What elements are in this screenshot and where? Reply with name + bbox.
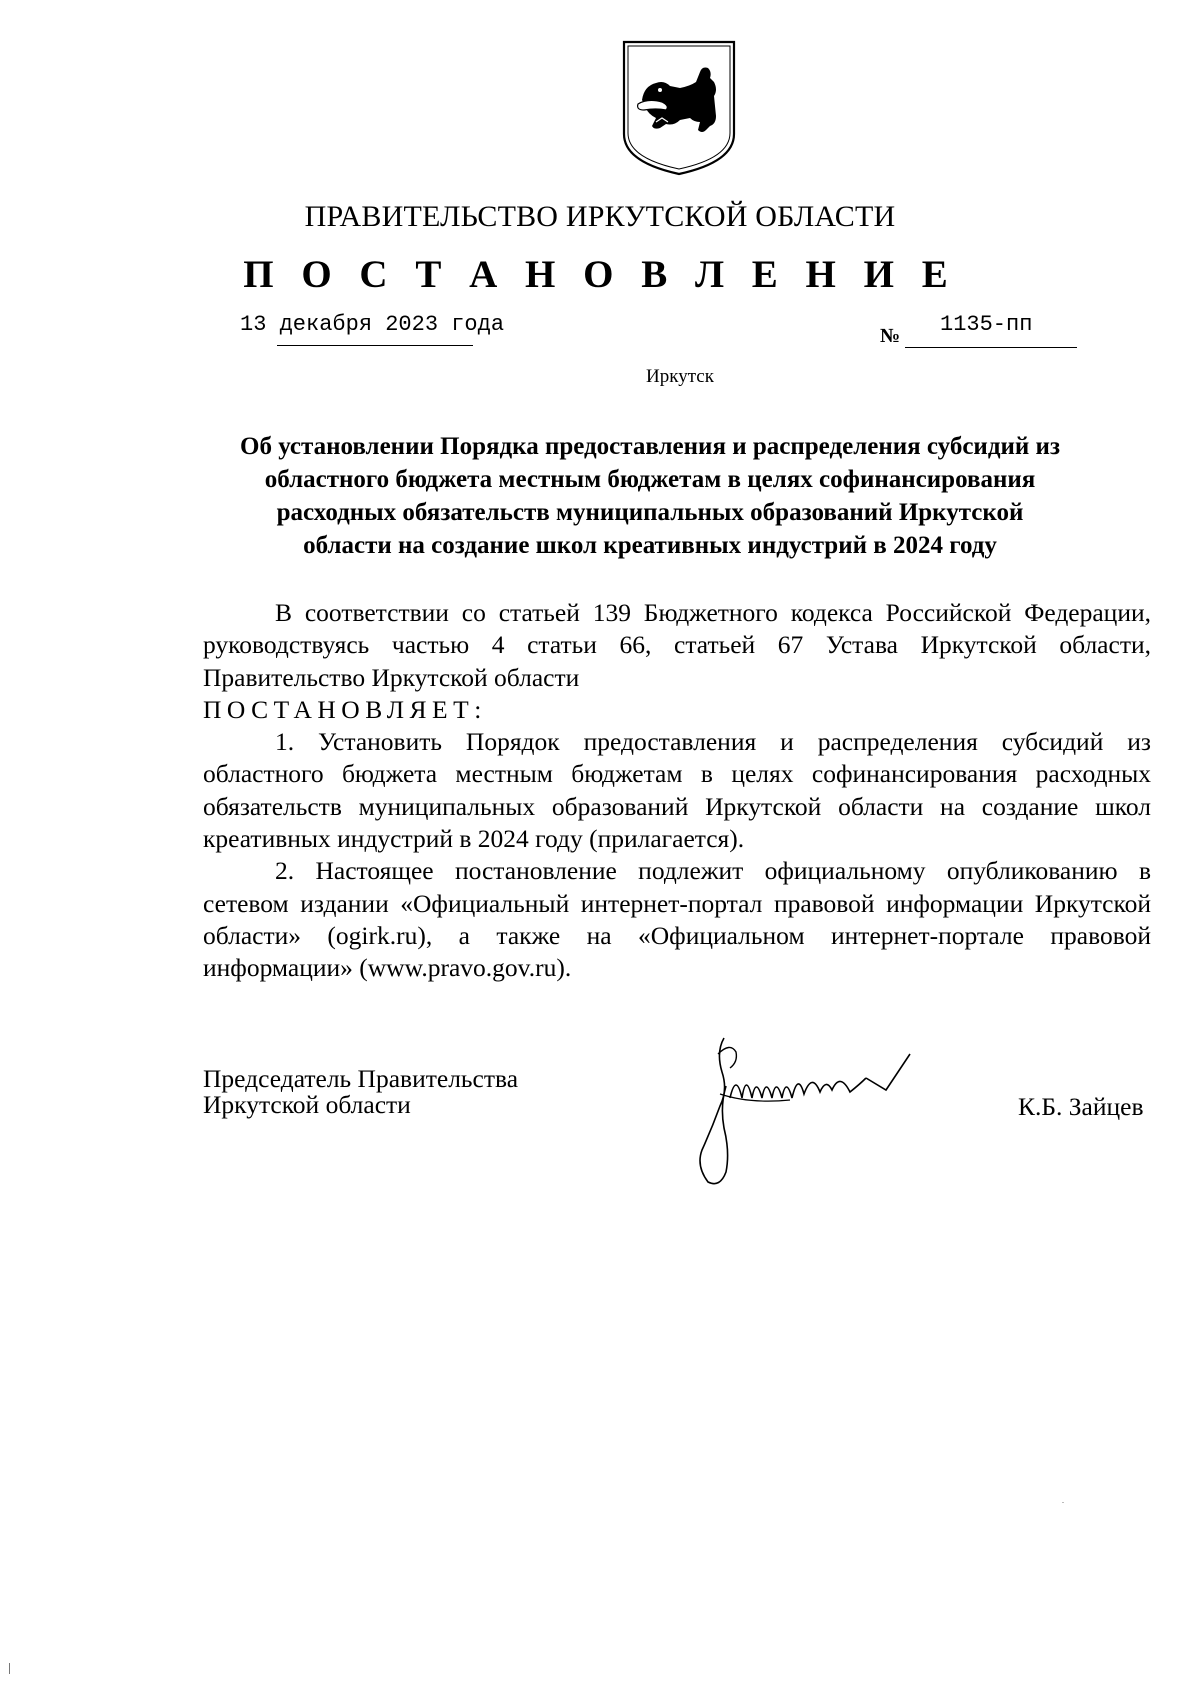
- document-number: 1135-пп: [940, 312, 1033, 337]
- coat-of-arms-icon: [620, 38, 738, 178]
- subject-line: расходных обязательств муниципальных образований Иркутской: [276, 499, 1024, 526]
- preamble-paragraph: В соответствии со статьей 139 Бюджетного кодекса Российской Федерации, руководствуясь частью 4 статьи 66, статьей 67 Устава Иркутской области, Правительство Иркутской области: [203, 598, 1151, 692]
- number-underline: [905, 347, 1077, 348]
- subject-line: областного бюджета местным бюджетам в целях софинансирования: [264, 466, 1036, 493]
- document-date: 13 декабря 2023 года: [240, 312, 505, 337]
- signer-name: К.Б. Зайцев: [1018, 1092, 1144, 1121]
- number-label: №: [880, 325, 901, 347]
- city-of-issue: Иркутск: [646, 366, 714, 387]
- subject-line: области на создание школ креативных индустрий в 2024 году: [303, 532, 997, 559]
- signer-title-line: Иркутской области: [203, 1090, 411, 1119]
- clause-2: 2. Настоящее постановление подлежит официальному опубликованию в сетевом издании «Официальный интернет-портал правовой информации Иркутской области» (ogirk.ru), а также на «Официальном интернет-портале правовой информации» (www.pravo.gov.ru).: [203, 856, 1151, 983]
- clause-1: 1. Установить Порядок предоставления и распределения субсидий из областного бюджета местным бюджетам в целях софинансирования расходных обязательств муниципальных образований Иркутской области на создание школ креативных индустрий в 2024 году (прилагается).: [203, 727, 1151, 854]
- handwritten-signature: [690, 1032, 930, 1188]
- scan-speck: [1062, 1502, 1064, 1503]
- resolve-word: ПОСТАНОВЛЯЕТ:: [203, 694, 487, 724]
- document-type-heading: П О С Т А Н О В Л Е Н И Е: [243, 253, 957, 296]
- signer-title-line: Председатель Правительства: [203, 1064, 519, 1093]
- scan-speck: [9, 1663, 10, 1674]
- subject-line: Об установлении Порядка предоставления и распределения субсидий из: [240, 433, 1060, 460]
- date-underline: [277, 345, 473, 346]
- signer-title: [203, 1066, 518, 1118]
- document-subject: [150, 430, 1150, 562]
- issuing-authority: ПРАВИТЕЛЬСТВО ИРКУТСКОЙ ОБЛАСТИ: [304, 200, 896, 233]
- document-body: [203, 597, 1151, 985]
